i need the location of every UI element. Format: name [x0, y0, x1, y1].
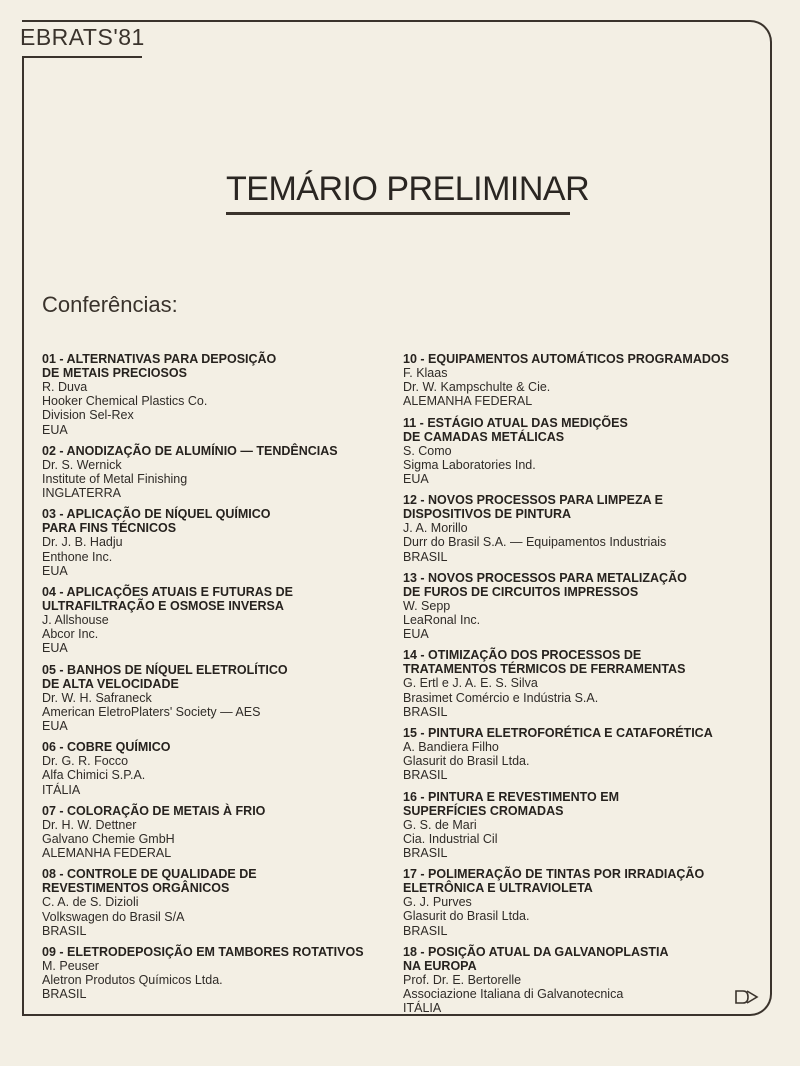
speaker: Dr. J. B. Hadju — [42, 535, 123, 550]
conference-item-11 — [403, 416, 753, 487]
conference-title: 02 - ANODIZAÇÃO DE ALUMÍNIO — TENDÊNCIAS — [42, 443, 338, 458]
speaker: J. Allshouse — [42, 613, 109, 628]
country: BRASIL — [403, 923, 448, 938]
conference-list-left — [42, 352, 392, 1009]
organization: LeaRonal Inc. — [403, 613, 481, 628]
conference-title: 11 - ESTÁGIO ATUAL DAS MEDIÇÕES DE CAMADAS METÁLICAS — [403, 415, 628, 444]
organization-division: Division Sel-Rex — [42, 408, 134, 423]
page-frame-left — [22, 58, 24, 1016]
conference-title: 01 - ALTERNATIVAS PARA DEPOSIÇÃO DE METAIS PRECIOSOS — [42, 352, 277, 380]
speaker: G. Ertl e J. A. E. S. Silva — [403, 676, 538, 691]
conference-title: 15 - PINTURA ELETROFORÉTICA E CATAFORÉTICA — [403, 726, 713, 741]
page-title: TEMÁRIO PRELIMINAR — [226, 170, 590, 208]
speaker: Dr. W. H. Safraneck — [42, 690, 152, 705]
organization: Abcor Inc. — [42, 627, 99, 642]
speaker: Dr. G. R. Focco — [42, 754, 129, 769]
country: ALEMANHA FEDERAL — [42, 846, 172, 861]
speaker: Dr. H. W. Dettner — [42, 817, 137, 832]
next-page-arrow-icon[interactable] — [734, 988, 760, 1006]
organization: Hooker Chemical Plastics Co. — [42, 394, 208, 409]
conference-item-05 — [42, 663, 392, 734]
conference-item-01 — [42, 352, 392, 437]
organization: Sigma Laboratories Ind. — [403, 457, 536, 472]
conference-item-18 — [403, 945, 753, 1016]
conference-item-14 — [403, 648, 753, 719]
conference-list-right — [403, 352, 753, 1022]
conference-title: 05 - BANHOS DE NÍQUEL ELETROLÍTICO DE ALTA VELOCIDADE — [42, 662, 288, 691]
speaker: M. Peuser — [42, 959, 99, 974]
speaker: R. Duva — [42, 380, 88, 394]
country: EUA — [42, 563, 68, 578]
country: ALEMANHA FEDERAL — [403, 394, 533, 409]
conference-item-06 — [42, 740, 392, 797]
organization: Galvano Chemie GmbH — [42, 832, 175, 847]
conference-title: 04 - APLICAÇÕES ATUAIS E FUTURAS DE ULTRAFILTRAÇÃO E OSMOSE INVERSA — [42, 585, 293, 614]
speaker: J. A. Morillo — [403, 521, 468, 536]
speaker: S. Como — [403, 443, 452, 458]
organization: American EletroPlaters' Society — AES — [42, 704, 261, 719]
conference-item-09 — [42, 945, 392, 1002]
conference-title: 18 - POSIÇÃO ATUAL DA GALVANOPLASTIA NA EUROPA — [403, 944, 669, 973]
country: EUA — [403, 627, 429, 642]
conference-title: 07 - COLORAÇÃO DE METAIS À FRIO — [42, 803, 266, 818]
country: BRASIL — [42, 987, 87, 1002]
organization: Glasurit do Brasil Ltda. — [403, 909, 530, 924]
conference-title: 12 - NOVOS PROCESSOS PARA LIMPEZA E DISPOSITIVOS DE PINTURA — [403, 493, 663, 522]
organization: Alfa Chimici S.P.A. — [42, 768, 146, 783]
country: BRASIL — [403, 768, 448, 783]
speaker: W. Sepp — [403, 598, 451, 613]
conference-title: 10 - EQUIPAMENTOS AUTOMÁTICOS PROGRAMADOS — [403, 352, 729, 366]
country: EUA — [42, 641, 68, 656]
country: ITÁLIA — [42, 782, 81, 797]
conference-item-04 — [42, 585, 392, 656]
speaker: G. J. Purves — [403, 895, 472, 910]
country: EUA — [403, 472, 429, 487]
conference-item-02 — [42, 444, 392, 501]
conference-item-03 — [42, 507, 392, 578]
organization: Glasurit do Brasil Ltda. — [403, 754, 530, 769]
speaker: A. Bandiera Filho — [403, 740, 499, 755]
conference-item-12 — [403, 493, 753, 564]
conference-title: 14 - OTIMIZAÇÃO DOS PROCESSOS DE TRATAMENTOS TÉRMICOS DE FERRAMENTAS — [403, 648, 686, 677]
organization: Volkswagen do Brasil S/A — [42, 909, 185, 924]
organization: Enthone Inc. — [42, 549, 113, 564]
organization: Aletron Produtos Químicos Ltda. — [42, 973, 223, 988]
conference-item-15 — [403, 726, 753, 783]
speaker: Prof. Dr. E. Bertorelle — [403, 972, 522, 987]
organization: Dr. W. Kampschulte & Cie. — [403, 380, 551, 395]
organization: Associazione Italiana di Galvanotecnica — [403, 987, 624, 1002]
conference-title: 03 - APLICAÇÃO DE NÍQUEL QUÍMICO PARA FINS TÉCNICOS — [42, 507, 271, 536]
organization: Cia. Industrial Cil — [403, 831, 498, 846]
country: BRASIL — [403, 704, 448, 719]
header-rule — [22, 56, 142, 58]
conference-item-16 — [403, 790, 753, 861]
speaker: F. Klaas — [403, 366, 448, 380]
speaker: G. S. de Mari — [403, 817, 477, 832]
conference-title: 08 - CONTROLE DE QUALIDADE DE REVESTIMENTOS ORGÂNICOS — [42, 867, 257, 896]
conference-item-13 — [403, 571, 753, 642]
country: BRASIL — [403, 549, 448, 564]
country: BRASIL — [403, 846, 448, 861]
country: INGLATERRA — [42, 486, 121, 501]
conference-title: 17 - POLIMERAÇÃO DE TINTAS POR IRRADIAÇÃO ELETRÔNICA E ULTRAVIOLETA — [403, 867, 705, 896]
conference-title: 06 - COBRE QUÍMICO — [42, 740, 171, 755]
speaker: Dr. S. Wernick — [42, 457, 122, 472]
organization: Institute of Metal Finishing — [42, 472, 188, 487]
conference-item-08 — [42, 867, 392, 938]
country: ITÁLIA — [403, 1001, 442, 1016]
conference-item-17 — [403, 867, 753, 938]
organization: Brasimet Comércio e Indústria S.A. — [403, 690, 599, 705]
country: EUA — [42, 719, 68, 734]
conference-item-10 — [403, 352, 753, 409]
conference-title: 13 - NOVOS PROCESSOS PARA METALIZAÇÃO DE FUROS DE CIRCUITOS IMPRESSOS — [403, 570, 687, 599]
section-heading: Conferências: — [42, 292, 178, 317]
country: EUA — [42, 422, 68, 437]
header-label: EBRATS'81 — [20, 24, 151, 51]
conference-title: 16 - PINTURA E REVESTIMENTO EM SUPERFÍCIES CROMADAS — [403, 789, 620, 818]
speaker: C. A. de S. Dizioli — [42, 895, 139, 910]
title-underline — [226, 212, 570, 215]
conference-item-07 — [42, 804, 392, 861]
organization: Durr do Brasil S.A. — Equipamentos Industriais — [403, 535, 667, 550]
conference-title: 09 - ELETRODEPOSIÇÃO EM TAMBORES ROTATIVOS — [42, 945, 364, 960]
country: BRASIL — [42, 923, 87, 938]
